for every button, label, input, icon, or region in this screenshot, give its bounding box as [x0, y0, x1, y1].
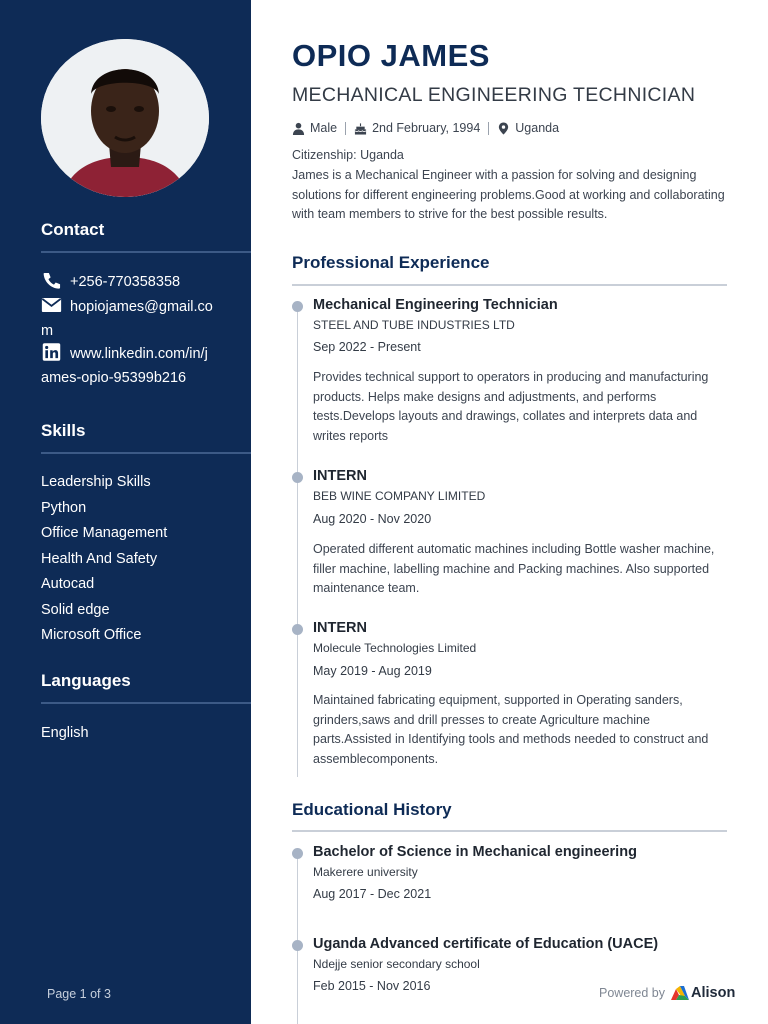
person-icon	[292, 122, 305, 135]
timeline-dot	[292, 940, 303, 951]
experience-company: STEEL AND TUBE INDUSTRIES LTD	[313, 318, 515, 332]
education-timeline	[297, 852, 298, 1024]
location-text: Uganda	[515, 121, 560, 135]
contact-divider	[41, 251, 251, 253]
experience-heading: Professional Experience	[292, 253, 490, 272]
phone-icon	[41, 271, 62, 289]
sidebar	[0, 0, 251, 1024]
skill-item: Office Management	[41, 525, 168, 541]
location-detail	[497, 121, 559, 135]
powered-by	[599, 985, 735, 1001]
gender-detail	[292, 121, 337, 135]
languages-divider	[41, 702, 251, 704]
experience-company: BEB WINE COMPANY LIMITED	[313, 489, 486, 503]
education-heading: Educational History	[292, 800, 452, 819]
citizenship: Citizenship: Uganda	[292, 148, 404, 162]
experience-dates: Sep 2022 - Present	[313, 340, 421, 354]
email-text-line2: m	[41, 323, 54, 339]
skill-item: Python	[41, 499, 87, 516]
experience-company: Molecule Technologies Limited	[313, 641, 477, 655]
timeline-dot	[292, 472, 303, 483]
profile-photo-image	[41, 39, 209, 197]
skill-item: Microsoft Office	[41, 627, 142, 643]
meta-separator	[488, 122, 489, 135]
experience-description: Provides technical support to operators in producing and manufacturing products. Helps make designs and adjustments, and performs tests.Develops layouts and drawings, collates and interprets data and writes reports	[313, 370, 709, 443]
education-degree: Bachelor of Science in Mechanical engineering	[313, 844, 637, 860]
birthdate-detail	[354, 121, 480, 135]
cake-icon	[354, 122, 367, 135]
education-school: Makerere university	[313, 865, 418, 879]
birthdate-text: 2nd February, 1994	[372, 121, 481, 135]
meta-separator	[345, 122, 346, 135]
languages-heading: Languages	[41, 671, 131, 690]
contact-phone[interactable]	[41, 270, 237, 294]
experience-divider	[292, 284, 727, 286]
personal-details	[292, 121, 559, 135]
powered-by-text: Powered by	[599, 986, 666, 1000]
skill-item: Autocad	[41, 576, 95, 592]
mail-icon	[41, 296, 62, 314]
timeline-dot	[292, 848, 303, 859]
timeline-dot	[292, 301, 303, 312]
profile-summary: James is a Mechanical Engineer with a passion for solving and designing solutions for different engineering problems.Good at working and collaborating with team members to strive for the best possible results.	[292, 168, 725, 221]
experience-description: Maintained fabricating equipment, supported in Operating sanders, grinders,saws and drill presses to create Agriculture machine parts.Assisted in Identifying tools and methods needed to construct and assemblecomponents.	[313, 693, 709, 766]
experience-dates: May 2019 - Aug 2019	[313, 664, 432, 678]
alison-logo[interactable]	[671, 985, 735, 1001]
alison-logo-icon	[671, 986, 689, 1000]
skills-heading: Skills	[41, 421, 86, 440]
gender-text: Male	[310, 121, 338, 135]
linkedin-text-line2: ames-opio-95399b216	[41, 370, 187, 386]
timeline-dot	[292, 624, 303, 635]
phone-text: +256-770358358	[70, 274, 181, 290]
profile-photo	[41, 39, 209, 197]
skill-item: Health And Safety	[41, 550, 158, 567]
experience-role: INTERN	[313, 468, 367, 484]
language-item: English	[41, 725, 89, 741]
skill-item: Leadership Skills	[41, 474, 151, 490]
contact-linkedin[interactable]	[41, 342, 237, 390]
education-divider	[292, 830, 727, 832]
candidate-name: OPIO JAMES	[292, 38, 490, 73]
contact-heading: Contact	[41, 220, 105, 239]
experience-role: Mechanical Engineering Technician	[313, 297, 558, 313]
experience-description: Operated different automatic machines including Bottle washer machine, filler machine, labelling machine and Packing machines. Also supported maintenance team.	[313, 542, 715, 595]
candidate-title: MECHANICAL ENGINEERING TECHNICIAN	[292, 84, 696, 106]
location-pin-icon	[497, 122, 510, 135]
experience-dates: Aug 2020 - Nov 2020	[313, 512, 432, 526]
languages-list	[41, 723, 89, 744]
linkedin-text-line1: www.linkedin.com/in/j	[70, 346, 208, 362]
skill-item: Solid edge	[41, 601, 110, 618]
education-school: Ndejje senior secondary school	[313, 957, 480, 971]
alison-brand-text: Alison	[691, 985, 736, 1001]
page-indicator: Page 1 of 3	[47, 987, 111, 1001]
skills-list	[41, 472, 167, 651]
email-text-line1: hopiojames@gmail.co	[70, 299, 213, 315]
linkedin-icon	[41, 343, 62, 361]
experience-role: INTERN	[313, 620, 367, 636]
education-dates: Aug 2017 - Dec 2021	[313, 887, 432, 901]
contact-email[interactable]	[41, 295, 237, 343]
skills-divider	[41, 452, 251, 454]
education-dates: Feb 2015 - Nov 2016	[313, 979, 431, 993]
experience-timeline	[297, 305, 298, 777]
education-degree: Uganda Advanced certificate of Education (UACE)	[313, 936, 659, 952]
